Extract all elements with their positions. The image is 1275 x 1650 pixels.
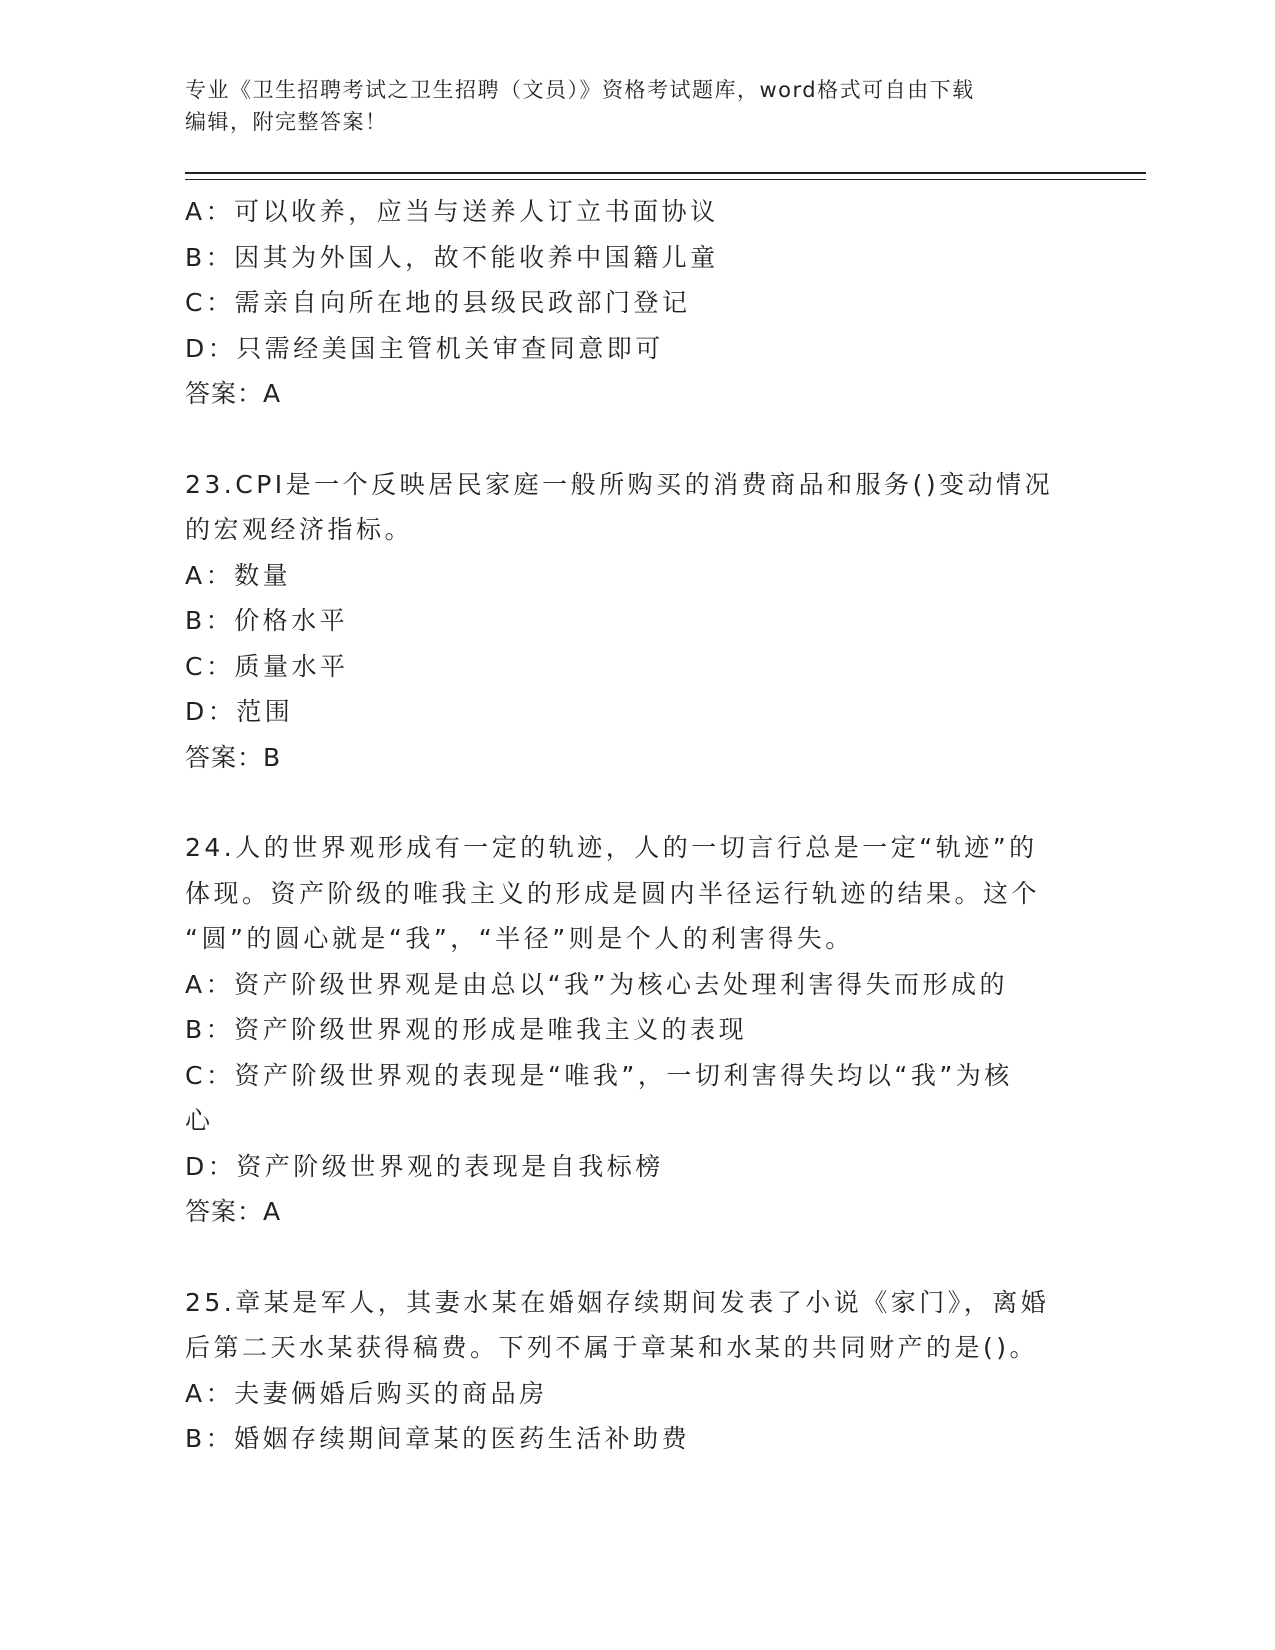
- block-spacer: [185, 780, 1085, 825]
- option-line: C：需亲自向所在地的县级民政部门登记: [185, 288, 691, 317]
- option-line: C：质量水平: [185, 651, 349, 681]
- question-block: [185, 462, 1085, 781]
- option-line: C：资产阶级世界观的表现是“唯我”，一切利害得失均以“我”为核: [185, 1060, 1013, 1090]
- header-rule-thin: [185, 179, 1146, 180]
- option-line: A：可以收养，应当与送养人订立书面协议: [185, 197, 719, 226]
- option-line: A：资产阶级世界观是由总以“我”为核心去处理利害得失而形成的: [185, 969, 1009, 999]
- option-line: B：因其为外国人，故不能收养中国籍儿童: [185, 242, 719, 272]
- question-block: [185, 825, 1085, 1235]
- option-line: B：价格水平: [185, 606, 349, 635]
- option-line: B：资产阶级世界观的形成是唯我主义的表现: [185, 1015, 748, 1044]
- block-spacer: [185, 417, 1085, 462]
- option-line: 心: [185, 1106, 214, 1135]
- question-block: [185, 189, 1085, 417]
- question-block: [185, 1280, 1085, 1462]
- header-line-2: 编辑，附完整答案！: [185, 110, 388, 134]
- question-text-line: 体现。资产阶级的唯我主义的形成是圆内半径运行轨迹的结果。这个: [185, 878, 1041, 908]
- answer-line: 答案：B: [185, 742, 282, 772]
- option-line: A：夫妻俩婚后购买的商品房: [185, 1378, 548, 1408]
- question-text-line: 后第二天水某获得稿费。下列不属于章某和水某的共同财产的是()。: [185, 1333, 1039, 1362]
- option-line: D：只需经美国主管机关审查同意即可: [185, 333, 664, 363]
- answer-line: 答案：A: [185, 379, 282, 408]
- question-text-line: 25.章某是军人，其妻水某在婚姻存续期间发表了小说《家门》，离婚: [185, 1287, 1050, 1317]
- question-content: [185, 189, 1085, 1462]
- option-line: D：范围: [185, 697, 294, 726]
- block-spacer: [185, 1235, 1085, 1280]
- option-line: D：资产阶级世界观的表现是自我标榜: [185, 1151, 664, 1181]
- question-text-line: 23.CPI是一个反映居民家庭一般所购买的消费商品和服务()变动情况: [185, 469, 1054, 499]
- answer-line: 答案：A: [185, 1197, 282, 1226]
- option-line: B：婚姻存续期间章某的医药生活补助费: [185, 1424, 691, 1453]
- header-line-1: 专业《卫生招聘考试之卫生招聘（文员）》资格考试题库，word格式可自由下载: [185, 78, 975, 102]
- document-header: [185, 74, 1055, 138]
- question-text-line: 24.人的世界观形成有一定的轨迹，人的一切言行总是一定“轨迹”的: [185, 833, 1038, 862]
- question-text-line: “圆”的圆心就是“我”，“半径”则是个人的利害得失。: [185, 924, 854, 953]
- option-line: A：数量: [185, 560, 292, 590]
- header-rule-thick: [185, 172, 1146, 174]
- question-text-line: 的宏观经济指标。: [185, 515, 414, 544]
